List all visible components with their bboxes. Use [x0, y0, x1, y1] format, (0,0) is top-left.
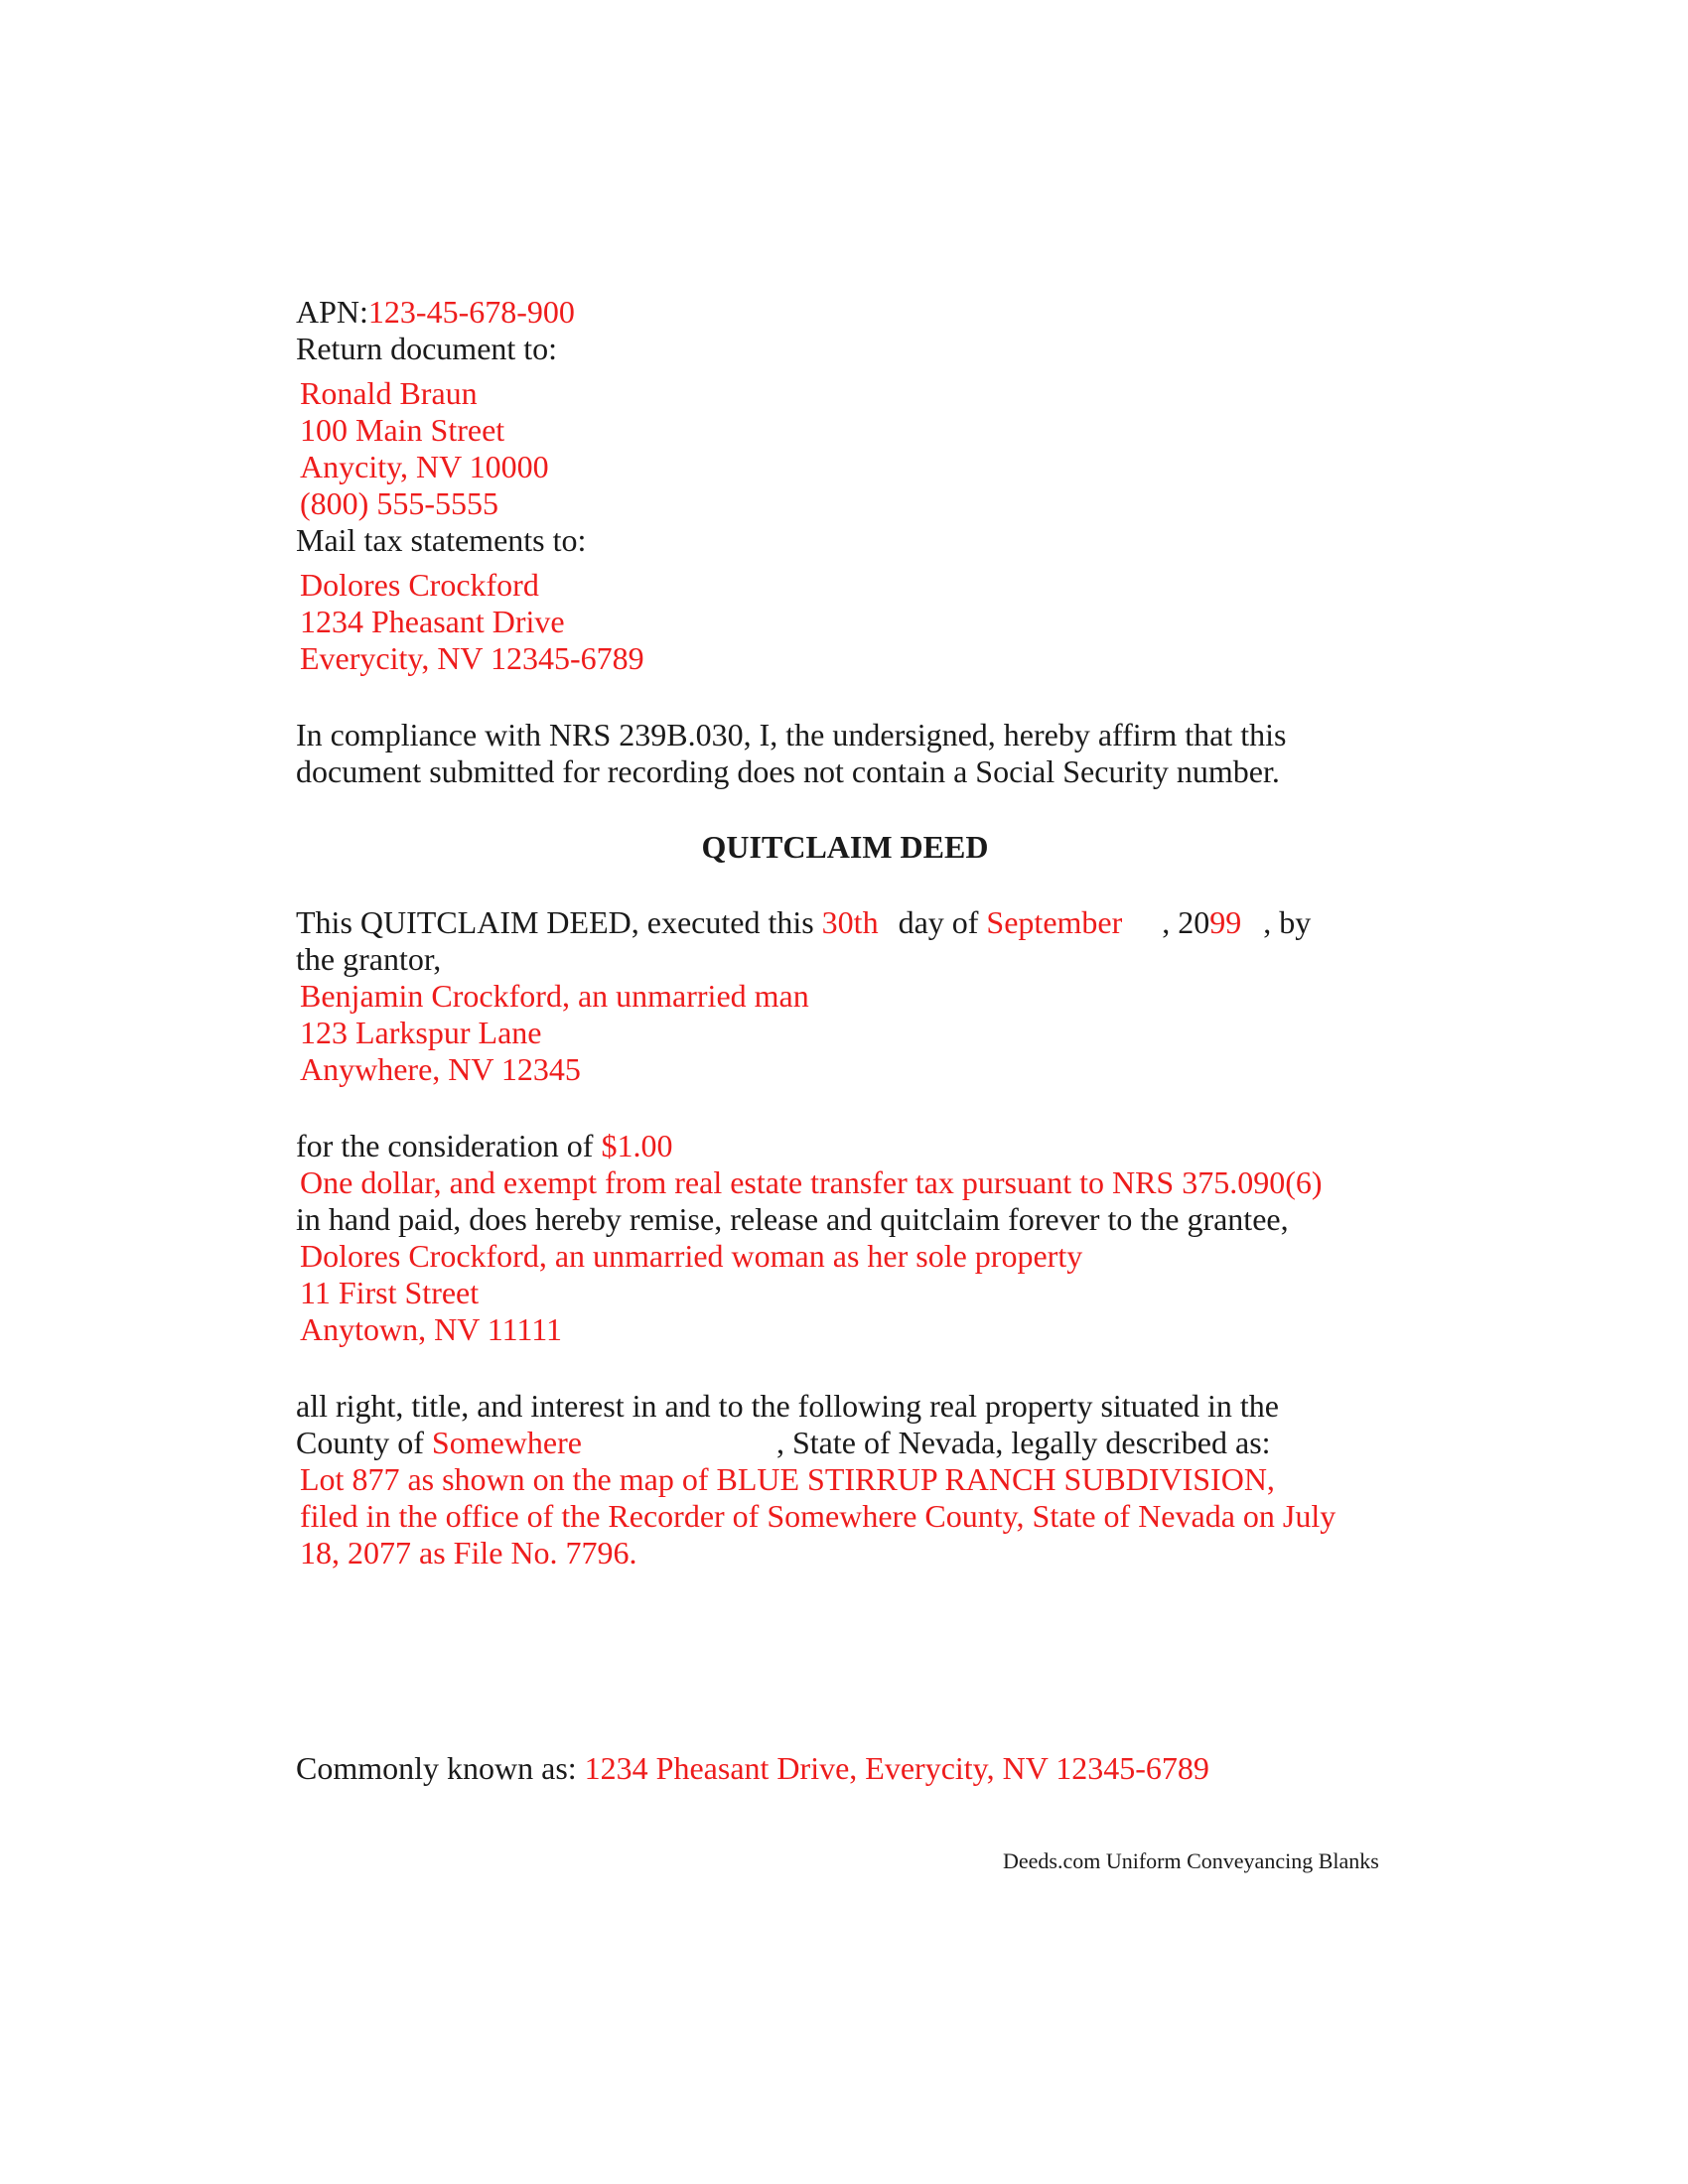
execution-day-of: day of — [898, 904, 979, 940]
grantor-label: the grantor, — [296, 941, 442, 977]
consideration-description: One dollar, and exempt from real estate transfer tax pursuant to NRS 375.090(6) — [300, 1164, 1323, 1200]
grantee-line: 11 First Street — [300, 1275, 480, 1310]
grantor-line: 123 Larkspur Lane — [300, 1015, 542, 1050]
grantee-line: Dolores Crockford, an unmarried woman as her sole property — [300, 1238, 1083, 1274]
execution-line — [296, 904, 1398, 941]
consideration-amount: $1.00 — [601, 1128, 673, 1163]
return-to-line: 100 Main Street — [300, 412, 505, 448]
commonly-known-line — [296, 1750, 1398, 1787]
legal-line: filed in the office of the Recorder of Somewhere County, State of Nevada on July — [300, 1498, 1336, 1534]
compliance-line: document submitted for recording does not contain a Social Security number. — [296, 753, 1280, 789]
apn-line — [296, 294, 1398, 331]
execution-year: 99 — [1209, 904, 1242, 940]
return-to-line: Ronald Braun — [300, 375, 478, 411]
county-prefix: County of — [296, 1425, 424, 1460]
return-to-label: Return document to: — [296, 331, 558, 366]
return-to-line: Anycity, NV 10000 — [300, 449, 549, 484]
consideration-prefix: for the consideration of — [296, 1128, 594, 1163]
consideration-line — [296, 1128, 1398, 1164]
grantor-address — [296, 978, 1398, 1088]
mail-to-address — [296, 567, 1398, 677]
property-line: all right, title, and interest in and to the following real property situated in the — [296, 1388, 1279, 1424]
mail-to-line: Everycity, NV 12345-6789 — [300, 640, 644, 676]
execution-suffix: , by — [1263, 904, 1312, 940]
return-to-line: (800) 555-5555 — [300, 485, 498, 521]
apn-label: APN: — [296, 294, 368, 330]
execution-prefix: This QUITCLAIM DEED, executed this — [296, 904, 814, 940]
grantee-address — [296, 1238, 1398, 1348]
execution-day: 30th — [821, 904, 879, 940]
legal-description — [296, 1461, 1398, 1571]
execution-year-prefix: , 20 — [1162, 904, 1210, 940]
apn-value: 123-45-678-900 — [367, 294, 575, 330]
county-suffix: , State of Nevada, legally described as: — [775, 1425, 1271, 1460]
commonly-known-label: Commonly known as: — [296, 1750, 577, 1786]
grant-text: in hand paid, does hereby remise, release and quitclaim forever to the grantee, — [296, 1201, 1289, 1237]
legal-line: 18, 2077 as File No. 7796. — [300, 1535, 637, 1570]
return-to-address — [296, 375, 1398, 522]
mail-to-label: Mail tax statements to: — [296, 522, 587, 558]
footer-text: Deeds.com Uniform Conveyancing Blanks — [1003, 1848, 1379, 1873]
commonly-known-value: 1234 Pheasant Drive, Everycity, NV 12345-6789 — [584, 1750, 1209, 1786]
execution-month: September — [986, 904, 1123, 940]
grantor-line: Benjamin Crockford, an unmarried man — [300, 978, 809, 1014]
legal-line: Lot 877 as shown on the map of BLUE STIRRUP RANCH SUBDIVISION, — [300, 1461, 1275, 1497]
county-line — [296, 1425, 1398, 1461]
compliance-line: In compliance with NRS 239B.030, I, the undersigned, hereby affirm that this — [296, 717, 1287, 752]
mail-to-line: 1234 Pheasant Drive — [300, 604, 565, 639]
mail-to-line: Dolores Crockford — [300, 567, 539, 603]
grantee-line: Anytown, NV 11111 — [300, 1311, 562, 1347]
county-value: Somewhere — [431, 1425, 582, 1460]
grantor-line: Anywhere, NV 12345 — [300, 1051, 581, 1087]
deed-title: QUITCLAIM DEED — [701, 829, 989, 865]
deed-body — [296, 294, 1398, 1787]
